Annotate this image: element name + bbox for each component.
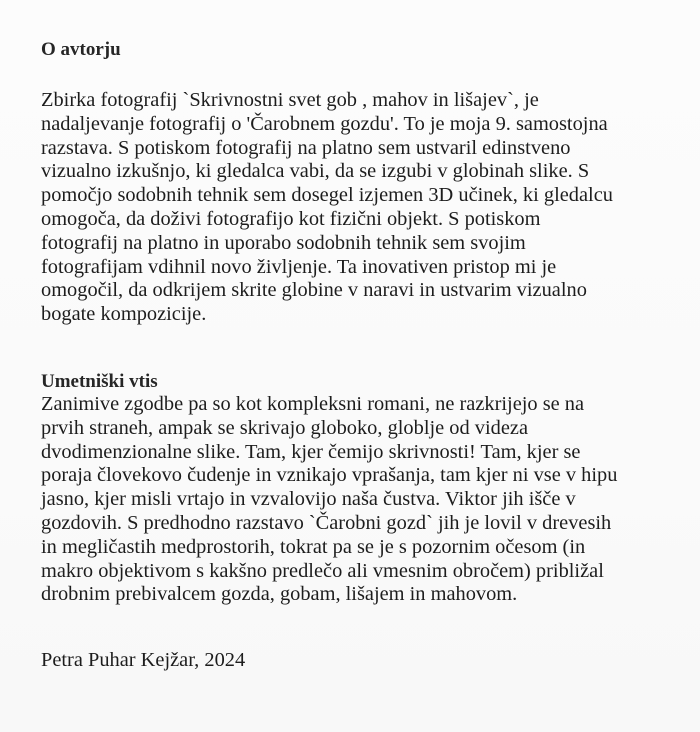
text-line: omogoča, da doživi fotografijo kot fizični objekt. S potiskom [41, 207, 541, 230]
text-line: fotografij na platno in uporabo sodobnih tehnik sem svojim [41, 231, 526, 254]
text-line: pomočjo sodobnih tehnik sem dosegel izjemen 3D učinek, ki gledalcu [41, 184, 613, 207]
text-line: omogočil, da odkrijem skrite globine v naravi in ustvarim vizualno [41, 279, 587, 302]
text-line: gozdovih. S predhodno razstavo `Čarobni gozd` jih je lovil v drevesih [41, 511, 612, 534]
text-line: jasno, kjer misli vrtajo in vzvalovijo naša čustva. Viktor jih išče v [41, 488, 576, 511]
text-line: Zbirka fotografij `Skrivnostni svet gob , mahov in lišajev`, je [41, 89, 539, 111]
text-line: prvih straneh, ampak se skrivajo globoko, globlje od videza [41, 416, 528, 439]
about-author-paragraph [41, 89, 656, 327]
text-line: vizualno izkušnjo, ki gledalca vabi, da se izgubi v globinah slike. S [41, 160, 590, 183]
text-line: drobnim prebivalcem gozda, gobam, lišajem in mahovom. [41, 583, 518, 606]
section-heading-about-author: O avtorju [41, 39, 121, 60]
signature: Petra Puhar Kejžar, 2024 [41, 649, 246, 671]
text-line: bogate kompozicije. [41, 303, 207, 326]
section-heading-artistic-impression: Umetniški vtis [41, 371, 158, 392]
artistic-impression-paragraph [41, 393, 656, 607]
text-line: poraja človekovo čudenje in vznikajo vprašanja, tam kjer ni vse v hipu [41, 464, 618, 487]
text-line: nadaljevanje fotografij o 'Čarobnem gozdu'. To je moja 9. samostojna [41, 112, 608, 135]
text-line: dvodimenzionalne slike. Tam, kjer čemijo skrivnosti! Tam, kjer se [41, 440, 581, 463]
text-line: in megličastih medprostorih, tokrat pa se je s pozornim očesom (in [41, 535, 586, 558]
text-line: fotografijam vdihnil novo življenje. Ta inovativen pristop mi je [41, 255, 557, 278]
text-line: razstava. S potiskom fotografij na platno sem ustvaril edinstveno [41, 136, 571, 159]
text-line: Zanimive zgodbe pa so kot kompleksni romani, ne razkrijejo se na [41, 393, 585, 415]
text-line: makro objektivom s kakšno predlečo ali vmesnim obročem) približal [41, 559, 604, 582]
